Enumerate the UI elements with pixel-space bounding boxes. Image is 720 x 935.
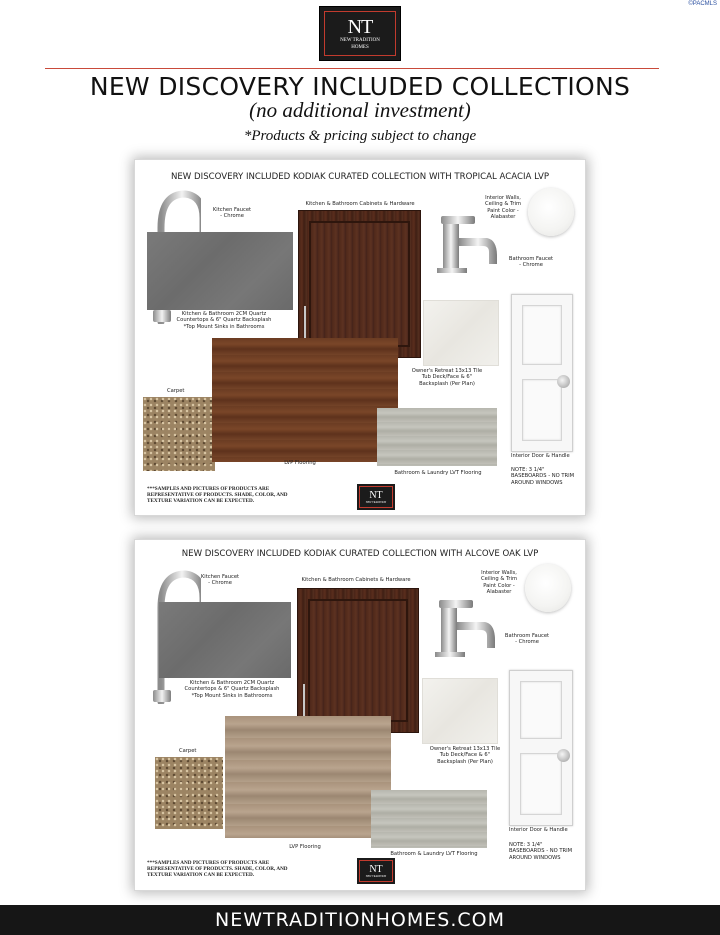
mini-logo-name: NEW TRADITION — [365, 874, 387, 878]
door-upper-panel — [520, 681, 562, 739]
quartz-swatch — [147, 232, 293, 310]
bath-faucet-label: Bathroom Faucet - Chrome — [508, 256, 554, 269]
mini-logo — [357, 484, 395, 510]
mini-logo-name: NEW TRADITION — [365, 500, 387, 504]
door-label: Interior Door & Handle — [511, 453, 570, 459]
baseboards-note: NOTE: 3 1/4" BASEBOARDS - NO TRIM AROUND WINDOWS — [511, 467, 575, 486]
tile-label: Owner's Retreat 13x13 Tile Tub Deck/Face & 6" Backsplash (Per Plan) — [429, 746, 501, 765]
tile-swatch — [423, 300, 499, 366]
bathroom-faucet-image — [429, 596, 501, 658]
quartz-label: Kitchen & Bathroom 2CM Quartz Countertops & 6" Quartz Backsplash *Top Mount Sinks in Bathrooms — [184, 680, 280, 699]
cabinets-label: Kitchen & Bathroom Cabinets & Hardware — [305, 201, 415, 207]
quartz-label: Kitchen & Bathroom 2CM Quartz Countertops & 6" Quartz Backsplash *Top Mount Sinks in Bathrooms — [176, 311, 272, 330]
cabinet-panel — [309, 221, 410, 347]
board-title: NEW DISCOVERY INCLUDED KODIAK CURATED COLLECTION WITH TROPICAL ACACIA LVP — [170, 172, 550, 182]
logo-monogram: NT — [347, 15, 373, 38]
kitchen-faucet-label: Kitchen Faucet - Chrome — [212, 207, 252, 220]
logo-name-line1: NEW TRADITION — [340, 37, 380, 43]
mini-logo-monogram: NT — [369, 489, 383, 501]
paint-swatch — [528, 188, 574, 236]
page-subtitle: (no additional investment) — [249, 98, 471, 122]
carpet-swatch — [143, 397, 215, 471]
lvt-label: Bathroom & Laundry LVT Flooring — [394, 470, 482, 476]
interior-door-image — [509, 670, 573, 826]
quartz-swatch — [159, 602, 291, 678]
door-label: Interior Door & Handle — [509, 827, 568, 833]
cabinet-panel — [308, 599, 408, 722]
interior-door-image — [511, 294, 573, 452]
door-upper-panel — [522, 305, 562, 365]
lvt-swatch — [377, 408, 497, 466]
mini-logo-monogram: NT — [369, 863, 383, 875]
carpet-swatch — [155, 757, 223, 829]
page-title: NEW DISCOVERY INCLUDED COLLECTIONS — [89, 72, 631, 101]
header-divider — [45, 68, 659, 69]
lvp-label: LVP Flooring — [284, 460, 316, 466]
cabinet-door-swatch — [298, 210, 421, 358]
brand-logo — [319, 6, 401, 61]
baseboards-note: NOTE: 3 1/4" BASEBOARDS - NO TRIM AROUND WINDOWS — [509, 842, 573, 861]
disclaimer: ***SAMPLES AND PICTURES OF PRODUCTS ARE REPRESENTATIVE OF PRODUCTS. SHADE, COLOR, AND TEXTURE VARIATION CAN BE EXPECTED. — [147, 486, 288, 505]
tile-swatch — [422, 678, 498, 744]
lvt-swatch — [371, 790, 487, 848]
kitchen-faucet-label: Kitchen Faucet - Chrome — [200, 574, 240, 587]
footer-url: NEWTRADITIONHOMES.COM — [0, 905, 720, 935]
carpet-label: Carpet — [167, 388, 185, 394]
cabinets-label: Kitchen & Bathroom Cabinets & Hardware — [301, 577, 411, 583]
door-knob-icon — [557, 749, 570, 762]
door-knob-icon — [557, 375, 570, 388]
logo-name-line2: HOMES — [351, 44, 369, 50]
lvp-label: LVP Flooring — [289, 844, 321, 850]
paint-label: Interior Walls, Ceiling & Trim Paint Color - Alabaster — [480, 570, 518, 596]
bathroom-faucet-image — [431, 212, 503, 274]
collection-board-alcove-oak — [135, 540, 585, 890]
door-lower-panel — [522, 379, 562, 441]
lvt-label: Bathroom & Laundry LVT Flooring — [390, 851, 478, 857]
mini-logo — [357, 858, 395, 884]
paint-swatch — [525, 564, 571, 612]
copyright-mark: ©PACMLS — [688, 1, 717, 7]
board-title: NEW DISCOVERY INCLUDED KODIAK CURATED COLLECTION WITH ALCOVE OAK LVP — [181, 549, 539, 559]
disclaimer: ***SAMPLES AND PICTURES OF PRODUCTS ARE REPRESENTATIVE OF PRODUCTS. SHADE, COLOR, AND TEXTURE VARIATION CAN BE EXPECTED. — [147, 860, 288, 879]
lvp-swatch — [225, 716, 391, 838]
door-lower-panel — [520, 753, 562, 815]
paint-label: Interior Walls, Ceiling & Trim Paint Color - Alabaster — [484, 195, 522, 221]
bath-faucet-label: Bathroom Faucet - Chrome — [504, 633, 550, 646]
tile-label: Owner's Retreat 13x13 Tile Tub Deck/Face & 6" Backsplash (Per Plan) — [411, 368, 483, 387]
pricing-note: *Products & pricing subject to change — [243, 128, 477, 144]
lvp-swatch — [212, 338, 398, 462]
carpet-label: Carpet — [179, 748, 197, 754]
cabinet-door-swatch — [297, 588, 419, 733]
collection-board-tropical-acacia — [135, 160, 585, 515]
